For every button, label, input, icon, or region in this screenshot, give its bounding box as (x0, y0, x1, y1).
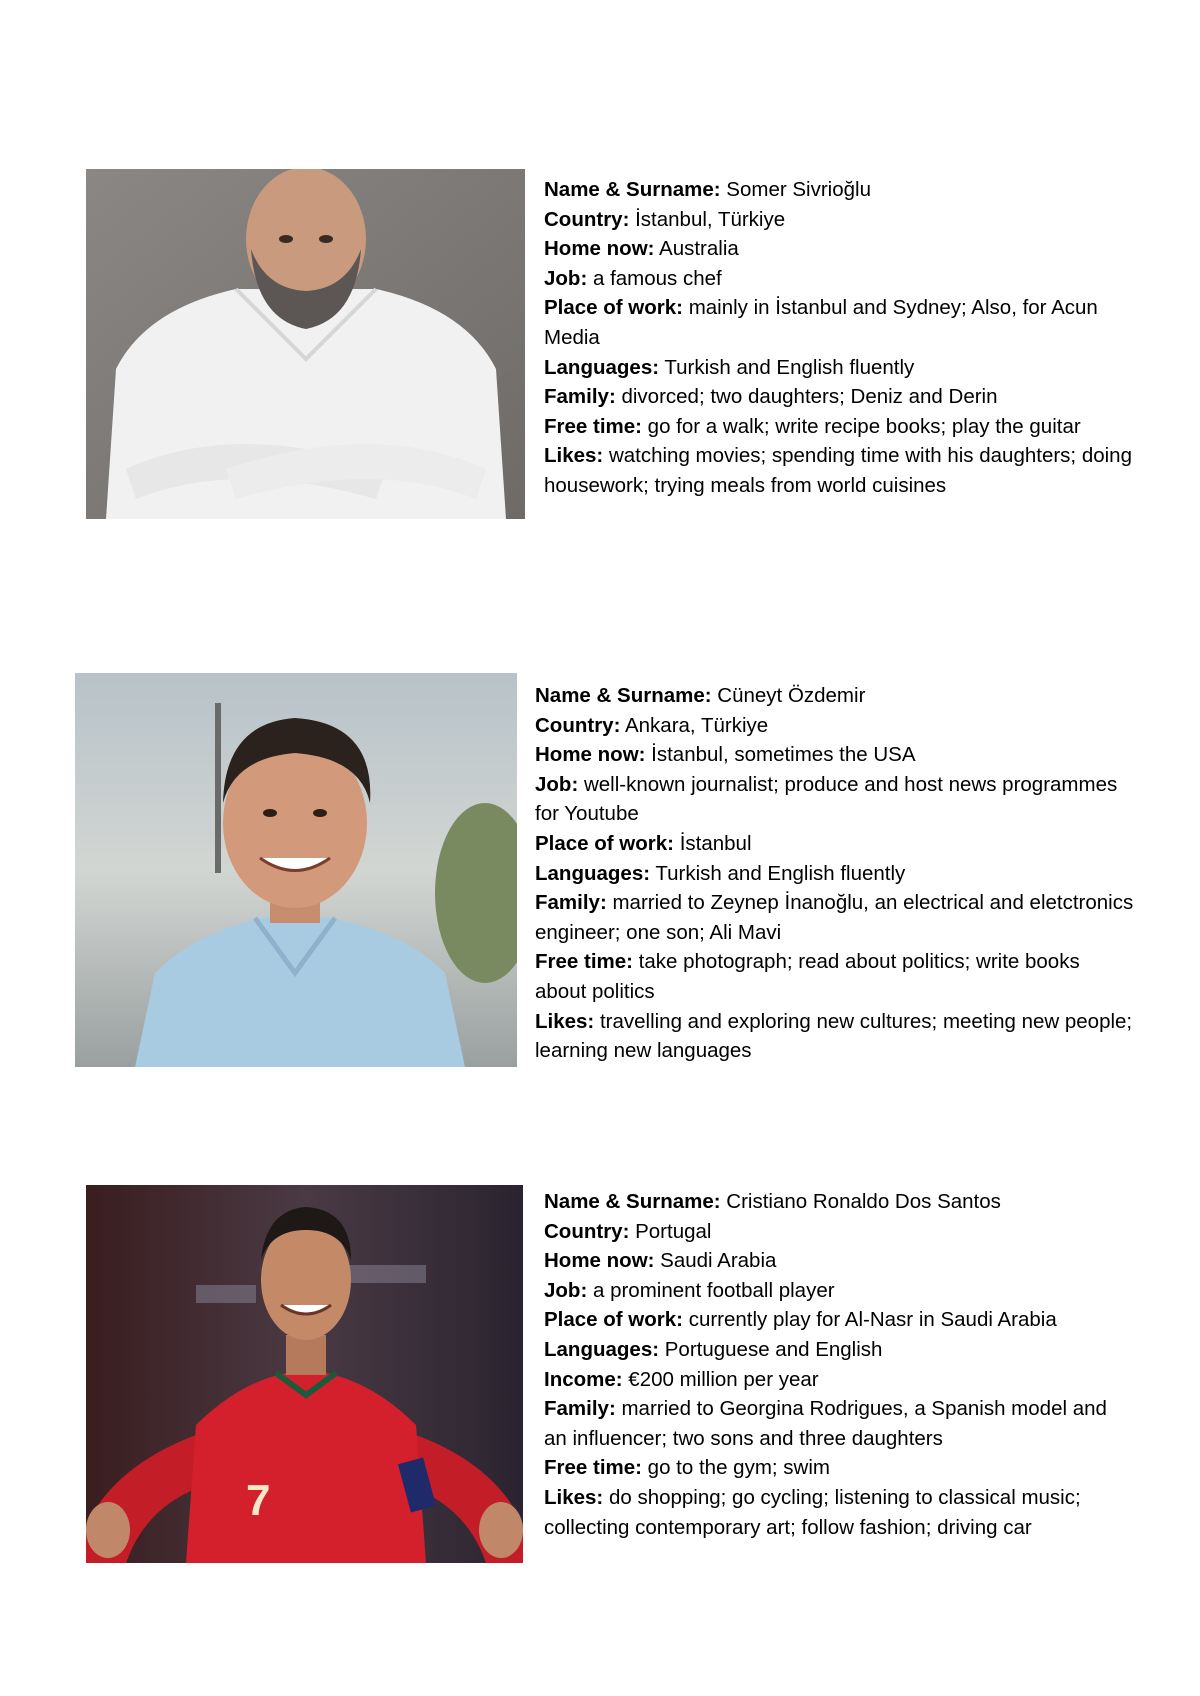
field-label: Free time: (544, 1456, 642, 1480)
field-value: go to the gym; swim (641, 1456, 830, 1480)
field-label: Place of work: (544, 296, 683, 320)
field-value: watching movies; spending time with his daughters; doing housework; trying meals from world cuisines (544, 444, 1132, 497)
field-label: Country: (535, 713, 621, 737)
field-label: Family: (535, 891, 607, 915)
field-label: Name & Surname: (544, 1190, 721, 1213)
info-line (544, 1394, 1134, 1453)
footballer-illustration (86, 1185, 523, 1563)
info-line (544, 293, 1134, 352)
field-label: Family: (544, 1397, 616, 1421)
info-line (544, 1335, 1134, 1365)
field-value: do shopping; go cycling; listening to classical music; collecting contemporary art; follow fashion; driving car (544, 1485, 1081, 1539)
field-value: Portuguese and English (659, 1337, 883, 1361)
field-value: married to Zeynep İnanoğlu, an electrical and eletctronics engineer; one son; Ali Mavi (535, 891, 1134, 944)
info-line (544, 234, 1134, 264)
field-label: Free time: (544, 414, 642, 438)
info-line (544, 264, 1134, 294)
profile-photo-footballer (86, 1185, 523, 1563)
info-line (535, 947, 1135, 1006)
field-label: Family: (544, 385, 616, 409)
field-label: Languages: (544, 355, 660, 379)
field-value: Turkish and English fluently (650, 861, 906, 885)
field-value: İstanbul (674, 831, 752, 855)
field-value: currently play for Al-Nasr in Saudi Arabia (683, 1308, 1057, 1332)
field-label: Name & Surname: (535, 684, 712, 707)
info-line (535, 770, 1135, 829)
info-line (544, 412, 1134, 442)
field-value: Somer Sivrioğlu (720, 178, 871, 201)
field-label: Languages: (535, 861, 651, 885)
info-line (535, 740, 1135, 770)
field-value: Portugal (629, 1219, 712, 1243)
field-label: Free time: (535, 950, 633, 974)
info-line (544, 175, 1134, 205)
info-line (544, 1483, 1134, 1542)
field-value: mainly in İstanbul and Sydney; Also, for Acun Media (544, 296, 1098, 349)
field-value: Cristiano Ronaldo Dos Santos (720, 1190, 1001, 1213)
profile-info-cuneyt (535, 681, 1135, 1066)
field-value: take photograph; read about politics; write books about politics (535, 950, 1080, 1003)
field-value: travelling and exploring new cultures; meeting new people; learning new languages (535, 1009, 1133, 1063)
field-label: Job: (544, 266, 588, 290)
field-label: Place of work: (535, 831, 674, 855)
info-line (544, 1217, 1134, 1247)
field-value: Turkish and English fluently (659, 355, 915, 379)
info-line (535, 1007, 1135, 1066)
field-label: Country: (544, 1219, 630, 1243)
info-line (544, 441, 1134, 500)
field-label: Home now: (544, 237, 655, 261)
profile-photo-chef (86, 169, 525, 519)
field-value: İstanbul, sometimes the USA (645, 743, 916, 767)
chef-illustration (86, 169, 525, 519)
info-line (544, 1453, 1134, 1483)
field-label: Place of work: (544, 1308, 683, 1332)
info-line (535, 859, 1135, 889)
profile-photo-journalist (75, 673, 517, 1067)
info-line (535, 829, 1135, 859)
info-line (544, 353, 1134, 383)
field-label: Likes: (544, 444, 604, 468)
info-line (544, 1187, 1134, 1217)
info-line (544, 1276, 1134, 1306)
field-value: Saudi Arabia (654, 1249, 777, 1273)
field-label: Home now: (535, 743, 646, 767)
profile-info-cristiano (544, 1187, 1134, 1542)
field-value: İstanbul, Türkiye (629, 207, 786, 231)
profile-info-somer (544, 175, 1134, 501)
info-line (535, 888, 1135, 947)
field-label: Job: (544, 1278, 588, 1302)
field-label: Country: (544, 207, 630, 231)
field-value: Cüneyt Özdemir (711, 684, 866, 707)
info-line (544, 205, 1134, 235)
field-label: Home now: (544, 1249, 655, 1273)
info-line (544, 1365, 1134, 1395)
field-label: Name & Surname: (544, 178, 721, 201)
info-line (544, 382, 1134, 412)
field-label: Languages: (544, 1337, 660, 1361)
field-value: Ankara, Türkiye (620, 713, 769, 737)
field-label: Income: (544, 1367, 623, 1391)
field-value: Australia (654, 237, 739, 261)
jersey-number-graphic: 7 (246, 1476, 271, 1525)
field-value: a prominent football player (587, 1278, 835, 1302)
field-value: divorced; two daughters; Deniz and Derin (615, 385, 998, 409)
field-label: Likes: (535, 1009, 595, 1033)
info-line (535, 711, 1135, 741)
info-line (544, 1305, 1134, 1335)
info-line (535, 681, 1135, 711)
journalist-illustration (75, 673, 517, 1067)
field-value: well-known journalist; produce and host news programmes for Youtube (535, 772, 1118, 826)
field-value: €200 million per year (622, 1367, 819, 1391)
field-value: married to Georgina Rodrigues, a Spanish model and an influencer; two sons and three daughters (544, 1397, 1107, 1450)
field-value: a famous chef (587, 266, 722, 290)
field-value: go for a walk; write recipe books; play the guitar (641, 414, 1081, 438)
info-line (544, 1246, 1134, 1276)
field-label: Likes: (544, 1485, 604, 1509)
field-label: Job: (535, 772, 579, 796)
